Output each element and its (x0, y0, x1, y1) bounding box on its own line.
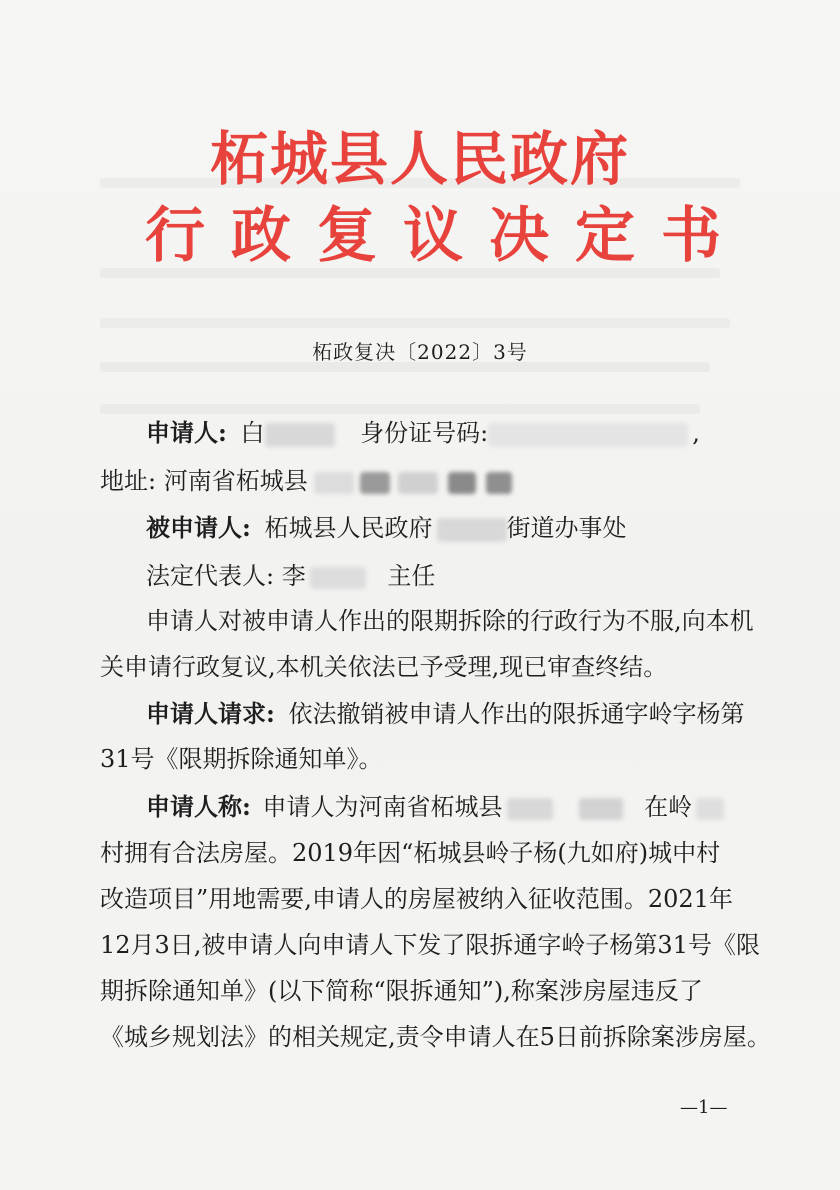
paragraph-line: 申请人对被申请人作出的限期拆除的行政行为不服,向本机 (146, 607, 754, 635)
address-text: 地址: 河南省柘城县 (100, 467, 308, 495)
request-line (146, 699, 745, 729)
redaction-block (437, 518, 507, 542)
claim-line (146, 792, 724, 822)
paragraph-line: 期拆除通知单》(以下简称“限拆通知”),称案涉房屋违反了 (100, 977, 703, 1005)
redaction-block (314, 472, 354, 494)
respondent-value-a: 柘城县人民政府 (264, 514, 433, 542)
page-number: —1— (680, 1097, 728, 1118)
bleed-through-line (100, 318, 730, 328)
paragraph-line: 12月3日,被申请人向申请人下发了限拆通字岭子杨第31号《限 (100, 931, 760, 959)
redaction-block (488, 423, 688, 447)
address-line (100, 466, 512, 496)
applicant-id-end: , (692, 419, 700, 447)
claim-text-b: 在岭 (644, 793, 693, 821)
legal-rep-title: 主任 (387, 562, 436, 590)
respondent-value-b: 街道办事处 (506, 514, 627, 542)
request-text: 依法撤销被申请人作出的限拆通字岭字杨第 (288, 700, 745, 728)
paragraph-line: 改造项目”用地需要,申请人的房屋被纳入征收范围。2021年 (100, 885, 733, 913)
redaction-block (310, 567, 366, 589)
redaction-block (360, 472, 390, 494)
applicant-name: 白 (240, 419, 265, 447)
redaction-block (448, 472, 476, 494)
redaction-block (486, 472, 512, 494)
applicant-id-label: 身份证号码: (360, 419, 489, 447)
legal-rep-label: 法定代表人: 李 (146, 562, 306, 590)
legal-representative-line (146, 561, 435, 591)
bleed-through-line (100, 404, 700, 414)
redaction-block (579, 798, 623, 820)
redaction-block (507, 798, 553, 820)
respondent-line (146, 513, 627, 543)
paragraph-line: 关申请行政复议,本机关依法已予受理,现已审查终结。 (100, 653, 668, 681)
redaction-block (696, 798, 724, 820)
paragraph-line: 《城乡规划法》的相关规定,责令申请人在5日前拆除案涉房屋。 (100, 1023, 771, 1051)
applicant-label: 申请人: (146, 418, 227, 447)
redaction-block (265, 423, 335, 447)
request-label: 申请人请求: (146, 699, 275, 728)
issuing-authority-heading: 柘城县人民政府 (209, 125, 630, 193)
claim-text-a: 申请人为河南省柘城县 (262, 793, 503, 821)
document-type-heading: 行政复议决定书 (145, 201, 747, 271)
applicant-line (146, 418, 700, 448)
redaction-block (398, 472, 438, 494)
document-number: 柘政复决〔2022〕3号 (312, 340, 528, 364)
respondent-label: 被申请人: (146, 513, 251, 542)
paragraph-line: 村拥有合法房屋。2019年因“柘城县岭子杨(九如府)城中村 (100, 839, 721, 867)
paragraph-line: 31号《限期拆除通知单》。 (100, 745, 383, 773)
claim-label: 申请人称: (146, 792, 251, 821)
